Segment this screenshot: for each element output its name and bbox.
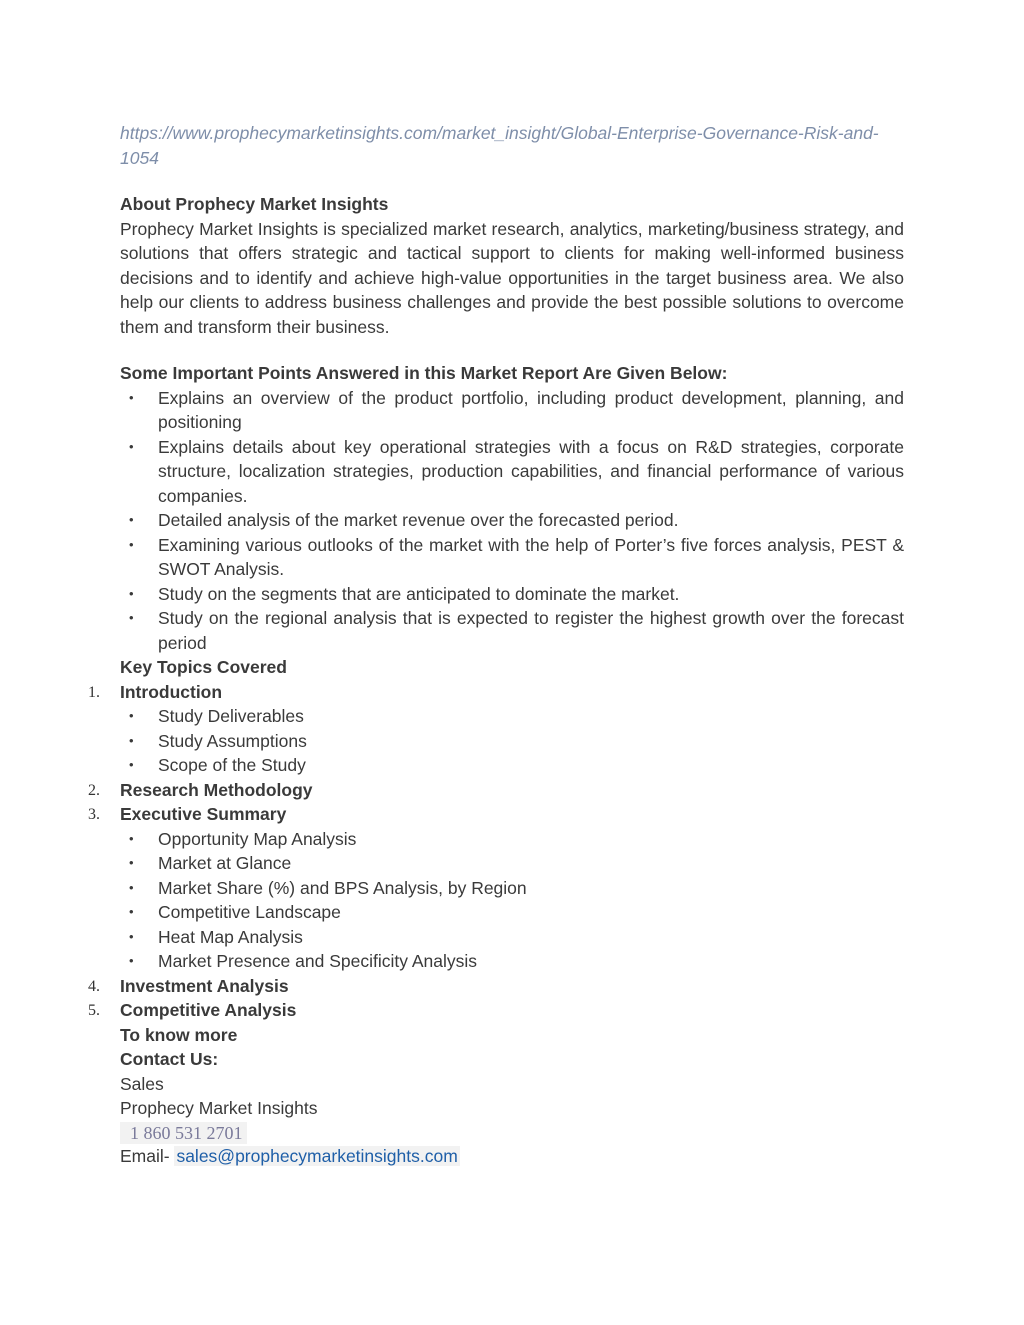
list-item: [120, 508, 904, 533]
introduction-list: [120, 704, 904, 778]
contact-company: Prophecy Market Insights: [120, 1098, 318, 1118]
topic-item-text: Heat Map Analysis: [158, 926, 303, 947]
section-title: Investment Analysis: [120, 975, 289, 996]
topic-item-text: Market Share (%) and BPS Analysis, by Region: [158, 877, 527, 898]
section-number: 2.: [88, 781, 100, 799]
list-item: [120, 827, 904, 852]
email-label: Email-: [120, 1145, 175, 1166]
list-item: [120, 729, 904, 754]
bullet-icon: •: [129, 904, 134, 919]
email-row: [120, 1144, 904, 1169]
section-number: 3.: [88, 806, 100, 823]
list-item: [120, 704, 904, 729]
list-item: [120, 925, 904, 950]
bullet-icon: •: [129, 757, 134, 772]
topic-item-text: Study Assumptions: [158, 730, 307, 751]
list-item: [120, 386, 904, 435]
list-item: [120, 900, 904, 925]
topic-item-text: Study Deliverables: [158, 706, 304, 726]
list-item: [120, 851, 904, 876]
topics-heading: Key Topics Covered: [120, 657, 287, 677]
topic-section-investment-analysis: [88, 974, 904, 999]
bullet-icon: •: [129, 855, 134, 870]
section-number: 5.: [88, 1002, 100, 1019]
about-body: Prophecy Market Insights is specialized market research, analytics, marketing/business strategy, and solutions that offers strategic and tactical support to clients for making well-informed business decisions and to identify and achieve high-value opportunities in the target business area. We also help our clients to address business challenges and provide the best possible solutions to overcome them and transform their business.: [120, 218, 904, 337]
phone-number[interactable]: 1 860 531 2701: [120, 1122, 247, 1144]
bullet-icon: •: [129, 708, 134, 723]
topic-item-text: Market Presence and Specificity Analysis: [158, 951, 478, 971]
topic-section-introduction: [88, 680, 904, 705]
about-heading: About Prophecy Market Insights: [120, 194, 389, 214]
executive-summary-list: [120, 827, 904, 974]
bullet-icon: •: [129, 953, 134, 968]
section-title: Competitive Analysis: [120, 1000, 297, 1020]
list-item: [120, 533, 904, 582]
topic-item-text: Market at Glance: [158, 853, 292, 873]
bullet-icon: •: [129, 585, 134, 601]
section-title: Introduction: [120, 681, 223, 702]
point-text: Examining various outlooks of the market with the help of Porter’s five forces analysis, PEST & SWOT Analysis.: [158, 534, 904, 579]
topic-section-research-methodology: [88, 778, 904, 803]
section-number: 4.: [88, 977, 100, 995]
list-item: [120, 435, 904, 509]
bullet-icon: •: [129, 732, 134, 748]
point-text: Study on the segments that are anticipated to dominate the market.: [158, 583, 680, 604]
bullet-icon: •: [129, 389, 134, 405]
source-url-link[interactable]: https://www.prophecymarketinsights.com/market_insight/Global-Enterprise-Governance-Risk-and-1054: [120, 123, 879, 168]
bullet-icon: •: [129, 879, 134, 895]
bullet-icon: •: [129, 438, 134, 454]
point-text: Detailed analysis of the market revenue over the forecasted period.: [158, 510, 679, 530]
know-more-text: To know more: [120, 1024, 238, 1045]
document-page: [88, 121, 904, 1168]
email-link[interactable]: sales@prophecymarketinsights.com: [176, 1145, 458, 1166]
list-item: [120, 606, 904, 655]
section-title: Research Methodology: [120, 779, 313, 800]
contact-heading: Contact Us:: [120, 1049, 219, 1069]
bullet-icon: •: [129, 928, 134, 944]
list-item: [120, 753, 904, 778]
point-text: Explains details about key operational strategies with a focus on R&D strategies, corporate structure, localization strategies, production capabilities, and financial performance of various companies.: [158, 436, 904, 506]
list-item: [120, 582, 904, 607]
list-item: [120, 876, 904, 901]
point-text: Study on the regional analysis that is expected to register the highest growth over the forecast period: [158, 608, 904, 653]
topic-item-text: Scope of the Study: [158, 755, 306, 775]
topic-item-text: Opportunity Map Analysis: [158, 828, 357, 849]
points-list: [120, 386, 904, 656]
section-number: 1.: [88, 683, 100, 701]
point-text: Explains an overview of the product portfolio, including product development, planning, and positioning: [158, 387, 904, 432]
bullet-icon: •: [129, 610, 134, 625]
topic-item-text: Competitive Landscape: [158, 902, 341, 922]
points-heading: Some Important Points Answered in this Market Report Are Given Below:: [120, 363, 728, 383]
bullet-icon: •: [129, 536, 134, 552]
topic-section-executive-summary: [88, 802, 904, 827]
bullet-icon: •: [129, 512, 134, 527]
contact-department: Sales: [120, 1073, 164, 1094]
bullet-icon: •: [129, 830, 134, 846]
section-title: Executive Summary: [120, 804, 287, 824]
topic-section-competitive-analysis: [88, 998, 904, 1023]
list-item: [120, 949, 904, 974]
